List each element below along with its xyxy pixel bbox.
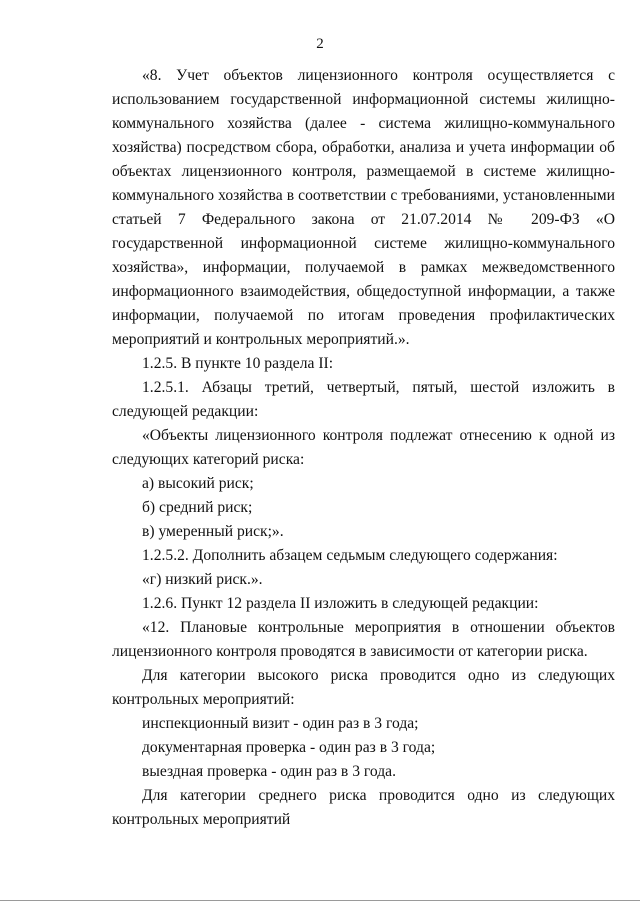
list-item-high-risk: а) высокий риск; <box>142 475 254 492</box>
list-item-inspection-visit: инспекционный визит - один раз в 3 года; <box>142 715 419 732</box>
paragraph-risk-categories-intro: «Объекты лицензионного контроля подлежат отнесению к одной из следующих категорий риска: <box>112 427 615 468</box>
paragraph-1-2-5: 1.2.5. В пункте 10 раздела II: <box>142 355 334 372</box>
document-body <box>112 64 615 832</box>
paragraph-1-2-5-2: 1.2.5.2. Дополнить абзацем седьмым следующего содержания: <box>142 547 558 564</box>
paragraph-medium-risk-measures: Для категории среднего риска проводится одно из следующих контрольных мероприятий <box>112 787 615 828</box>
paragraph-1-2-6: 1.2.6. Пункт 12 раздела II изложить в следующей редакции: <box>142 595 539 612</box>
list-item-field-check: выездная проверка - один раз в 3 года. <box>142 763 396 780</box>
paragraph-item-12-planned-measures: «12. Плановые контрольные мероприятия в отношении объектов лицензионного контроля проводятся в зависимости от категории риска. <box>112 619 615 660</box>
paragraph-item-8-accounting: «8. Учет объектов лицензионного контроля осуществляется с использованием государственной информационной системы жилищно-коммунального хозяйства (далее - система жилищно-коммунального хозяйства) посредством сбора, обработки, анализа и учета информации об объектах лицензионного контроля, размещаемой в системе жилищно-коммунального хозяйства в соответствии с требованиями, установленными статьей 7 Федерального закона от 21.07.2014 № 209-ФЗ «О государственной информационной системе жилищно-коммунального хозяйства», информации, получаемой в рамках межведомственного информационного взаимодействия, общедоступной информации, а также информации, получаемой по итогам проведения профилактических мероприятий и контрольных мероприятий.». <box>112 67 615 348</box>
list-item-medium-risk: б) средний риск; <box>142 499 253 516</box>
page-number: 2 <box>316 36 324 52</box>
paragraph-high-risk-measures: Для категории высокого риска проводится одно из следующих контрольных мероприятий: <box>112 667 615 708</box>
list-item-low-risk: «г) низкий риск.». <box>142 571 263 588</box>
paragraph-1-2-5-1: 1.2.5.1. Абзацы третий, четвертый, пятый, шестой изложить в следующей редакции: <box>112 379 615 420</box>
list-item-documentary-check: документарная проверка - один раз в 3 года; <box>142 739 436 756</box>
footer-divider <box>0 900 640 901</box>
list-item-moderate-risk: в) умеренный риск;». <box>142 523 284 540</box>
